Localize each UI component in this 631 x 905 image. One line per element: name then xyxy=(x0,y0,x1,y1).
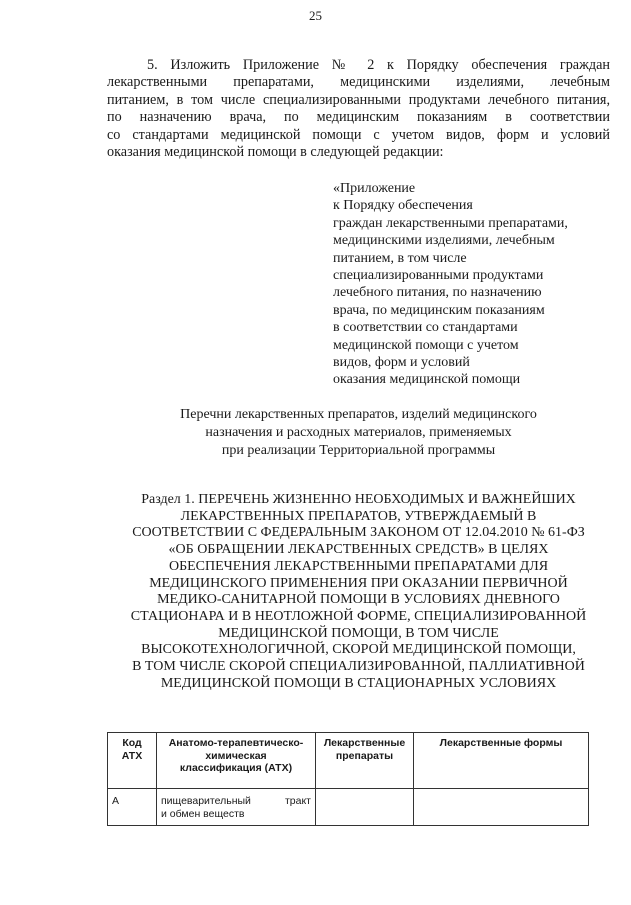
header-atx-line: химическая xyxy=(205,749,267,762)
header-drugs xyxy=(316,733,414,789)
table-row xyxy=(108,789,589,826)
cell-code: A xyxy=(108,789,157,826)
header-forms-line: Лекарственные формы xyxy=(439,737,563,749)
section-title-line: В ТОМ ЧИСЛЕ СКОРОЙ СПЕЦИАЛИЗИРОВАННОЙ, ПАЛЛИАТИВНОЙ xyxy=(132,659,585,675)
paragraph-line: питанием, в том числе специализированными продуктами лечебного питания, xyxy=(107,91,610,108)
appendix-line: «Приложение xyxy=(333,181,416,196)
section-title xyxy=(96,492,621,692)
table-header-row xyxy=(108,733,589,789)
page-number: 25 xyxy=(309,8,322,23)
section-title-line: ОБЕСПЕЧЕНИЯ ЛЕКАРСТВЕННЫМИ ПРЕПАРАТАМИ ДЛЯ xyxy=(168,558,549,574)
appendix-line: медицинскими изделиями, лечебным xyxy=(333,233,555,249)
cell-forms xyxy=(414,789,589,826)
section-title-line: МЕДИЦИНСКОЙ ПОМОЩИ, В ТОМ ЧИСЛЕ xyxy=(218,625,499,641)
cell-drugs xyxy=(316,789,414,826)
section-title-line: СТАЦИОНАРА И В НЕОТЛОЖНОЙ ФОРМЕ, СПЕЦИАЛИЗИРОВАННОЙ xyxy=(130,608,587,624)
lists-title-line: назначения и расходных материалов, применяемых xyxy=(205,425,512,440)
atx-table xyxy=(107,732,589,826)
header-code-line: АТХ xyxy=(121,749,143,762)
appendix-line: питанием, в том числе xyxy=(333,250,467,266)
appendix-line: лечебного питания, по назначению xyxy=(333,285,542,301)
header-drugs-line: Лекарственные xyxy=(323,737,406,749)
header-code xyxy=(108,733,157,789)
section-title-line: МЕДИКО-САНИТАРНОЙ ПОМОЩИ В УСЛОВИЯХ ДНЕВНОГО xyxy=(157,592,560,608)
cell-atx xyxy=(157,789,316,826)
cell-atx-line: и обмен веществ xyxy=(161,808,245,820)
header-atx-line: классификация (АТХ) xyxy=(179,762,293,774)
paragraph-line: оказания медицинской помощи в следующей редакции: xyxy=(107,144,444,161)
section-title-line: МЕДИЦИНСКОГО ПРИМЕНЕНИЯ ПРИ ОКАЗАНИИ ПЕРВИЧНОЙ xyxy=(149,575,568,591)
cell-atx-line: пищеварительный тракт xyxy=(161,795,311,807)
lists-title-line: Перечни лекарственных препаратов, изделий медицинского xyxy=(180,407,537,422)
appendix-line: оказания медицинской помощи xyxy=(333,372,521,388)
paragraph-line: 5. Изложить Приложение № 2 к Порядку обеспечения граждан xyxy=(147,57,610,73)
header-atx-line: Анатомо-терапевтическо- xyxy=(168,737,304,749)
section-title-line: Раздел 1. ПЕРЕЧЕНЬ ЖИЗНЕННО НЕОБХОДИМЫХ И ВАЖНЕЙШИХ xyxy=(141,492,576,507)
appendix-line: в соответствии со стандартами xyxy=(333,320,518,336)
lists-title-line: при реализации Территориальной программы xyxy=(221,443,496,458)
appendix-line: граждан лекарственными препаратами, xyxy=(333,215,568,231)
appendix-header xyxy=(333,180,613,389)
section-title-line: МЕДИЦИНСКОЙ ПОМОЩИ В СТАЦИОНАРНЫХ УСЛОВИЯХ xyxy=(160,675,557,691)
appendix-line: медицинской помощи с учетом xyxy=(333,337,519,353)
section-title-line: СООТВЕТСТВИИ С ФЕДЕРАЛЬНЫМ ЗАКОНОМ ОТ 12.04.2010 № 61-ФЗ xyxy=(132,525,585,541)
appendix-line: врача, по медицинским показаниям xyxy=(333,302,545,318)
header-forms xyxy=(414,733,589,789)
header-code-line: Код xyxy=(122,737,142,749)
paragraph-line: со стандартами медицинской помощи с учетом видов, форм и условий xyxy=(107,126,610,143)
paragraph-line: лекарственными препаратами, медицинскими изделиями, лечебным xyxy=(107,74,610,91)
lists-title xyxy=(107,406,610,460)
appendix-line: специализированными продуктами xyxy=(333,268,544,284)
section-title-line: ВЫСОКОТЕХНОЛОГИЧНОЙ, СКОРОЙ МЕДИЦИНСКОЙ ПОМОЩИ, xyxy=(141,642,576,658)
section-title-line: «ОБ ОБРАЩЕНИИ ЛЕКАРСТВЕННЫХ СРЕДСТВ» В ЦЕЛЯХ xyxy=(168,542,549,558)
header-atx-classification xyxy=(157,733,316,789)
paragraph-line: по назначению врача, по медицинским показаниям в соответствии xyxy=(107,109,610,126)
appendix-line: к Порядку обеспечения xyxy=(333,198,473,214)
header-drugs-line: препараты xyxy=(335,749,394,762)
appendix-line: видов, форм и условий xyxy=(333,355,470,371)
section-title-line: ЛЕКАРСТВЕННЫХ ПРЕПАРАТОВ, УТВЕРЖДАЕМЫЙ В xyxy=(180,508,537,524)
intro-paragraph xyxy=(107,57,610,161)
